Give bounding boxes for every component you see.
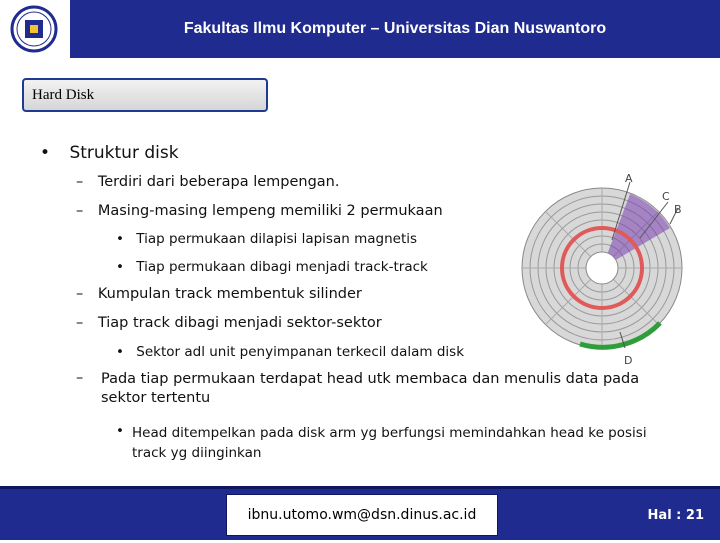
list-item-text: Kumpulan track membentuk silinder [97, 286, 362, 302]
list-item [76, 203, 443, 219]
header-title: Fakultas Ilmu Komputer – Universitas Dian Nuswantoro [183, 20, 607, 37]
bullet-marker: • [116, 423, 124, 439]
dash-marker: – [76, 174, 84, 190]
list-item-text: Masing-masing lempeng memiliki 2 permukaan [97, 203, 443, 219]
list-item-text: Tiap permukaan dilapisi lapisan magnetis [136, 231, 418, 247]
list-item-text: Head ditempelkan pada disk arm yg berfungsi memindahkan head ke posisi track yg diinginkan [132, 425, 647, 461]
bullet-marker: • [40, 143, 51, 163]
list-item [40, 143, 179, 163]
dash-marker: – [76, 370, 84, 386]
list-item [76, 370, 666, 408]
list-item [76, 174, 339, 190]
list-item [76, 286, 362, 302]
label-d: D [624, 354, 633, 367]
list-item [116, 231, 417, 247]
footer-bar [0, 486, 720, 540]
list-item-text: Terdiri dari beberapa lempengan. [97, 174, 340, 190]
label-b: B [674, 203, 682, 216]
dash-marker: – [76, 203, 84, 219]
list-item [76, 315, 382, 331]
list-item-text: Tiap track dibagi menjadi sektor-sektor [97, 315, 382, 331]
footer-email: ibnu.utomo.wm@dsn.dinus.ac.id [226, 494, 498, 536]
bullet-marker: • [116, 259, 124, 275]
disk-structure-diagram [520, 168, 700, 368]
list-item [116, 344, 464, 360]
list-item [116, 423, 676, 463]
dash-marker: – [76, 286, 84, 302]
list-item-text: Tiap permukaan dibagi menjadi track-track [136, 259, 428, 275]
list-item-text: Sektor adl unit penyimpanan terkecil dalam disk [136, 344, 465, 360]
bullet-marker: • [116, 344, 124, 360]
label-a: A [625, 172, 633, 185]
section-title: Hard Disk [32, 87, 95, 103]
spindle-hole [586, 252, 618, 284]
page-number: Hal : 21 [647, 508, 704, 523]
list-item-text: Struktur disk [69, 143, 179, 163]
dash-marker: – [76, 315, 84, 331]
list-item-text: Pada tiap permukaan terdapat head utk membaca dan menulis data pada sektor tertentu [101, 371, 640, 406]
label-c: C [662, 190, 670, 203]
bullet-marker: • [116, 231, 124, 247]
list-item [116, 259, 428, 275]
